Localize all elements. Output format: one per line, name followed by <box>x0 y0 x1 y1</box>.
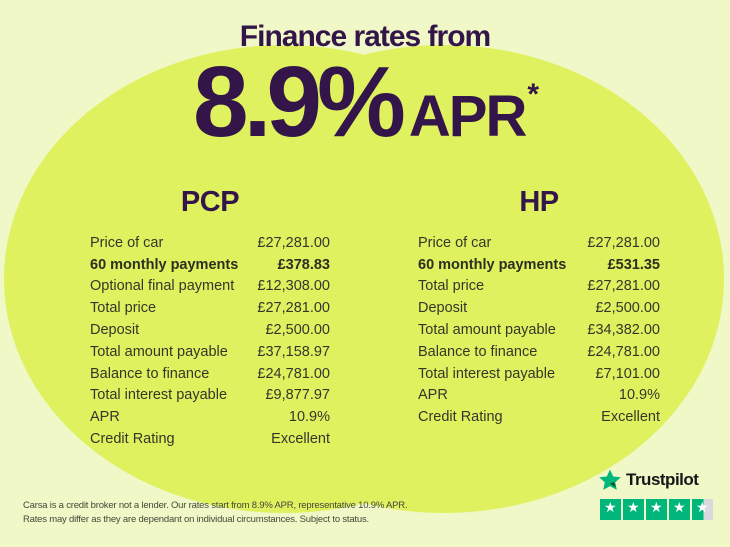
headline-rate <box>0 46 730 158</box>
table-row <box>90 428 330 450</box>
row-value: 10.9% <box>618 387 660 404</box>
star-glyph: ★ <box>649 500 663 517</box>
rate-suffix: APR <box>408 84 526 149</box>
row-label: 60 monthly payments <box>90 256 239 273</box>
table-row <box>90 254 330 276</box>
row-label: Credit Rating <box>90 431 175 448</box>
table-row <box>90 276 330 298</box>
row-value: £24,781.00 <box>257 365 330 382</box>
table-row <box>418 363 660 385</box>
row-label: Total amount payable <box>418 322 556 339</box>
table-row <box>90 363 330 385</box>
row-value: £9,877.97 <box>265 387 330 404</box>
row-label: Total price <box>90 300 157 317</box>
table-row <box>418 232 660 254</box>
row-label: Balance to finance <box>90 365 210 382</box>
table-row <box>90 232 330 254</box>
trustpilot-wordmark: Trustpilot <box>626 470 699 489</box>
row-label: Price of car <box>418 234 492 251</box>
row-value: £2,500.00 <box>595 300 660 317</box>
hp-table <box>418 186 660 428</box>
rating-star-full <box>623 499 644 520</box>
table-row <box>418 406 660 428</box>
table-row <box>418 319 660 341</box>
star-glyph: ★ <box>626 500 640 517</box>
pcp-table <box>90 186 330 450</box>
rating-star-full <box>669 499 690 520</box>
disclaimer-line-2: Rates may differ as they are dependant on individual circumstances. Subject to status. <box>23 513 369 525</box>
table-row <box>90 385 330 407</box>
pcp-table-rows <box>90 232 330 450</box>
row-value: £7,101.00 <box>595 365 660 382</box>
star-glyph: ★ <box>603 500 617 517</box>
star-glyph: ★ <box>672 500 686 517</box>
row-value: £531.35 <box>607 256 660 273</box>
table-row <box>90 319 330 341</box>
banner-title: Finance rates from <box>239 20 491 53</box>
row-label: Balance to finance <box>418 343 538 360</box>
row-value: £27,281.00 <box>587 234 660 251</box>
table-row <box>90 341 330 363</box>
row-value: £378.83 <box>277 256 330 273</box>
row-value: £27,281.00 <box>257 300 330 317</box>
row-label: APR <box>90 409 120 426</box>
row-label: Optional final payment <box>90 278 235 295</box>
row-label: Credit Rating <box>418 409 503 426</box>
row-value: £34,382.00 <box>587 322 660 339</box>
hp-table-rows <box>418 232 660 428</box>
legal-disclaimer <box>23 499 423 526</box>
trustpilot-star-icon <box>598 468 622 492</box>
row-value: £27,281.00 <box>257 234 330 251</box>
row-value: Excellent <box>271 431 330 448</box>
row-value: £12,308.00 <box>257 278 330 295</box>
row-value: £27,281.00 <box>587 278 660 295</box>
table-row <box>418 254 660 276</box>
row-value: £37,158.97 <box>257 343 330 360</box>
trustpilot-logo-row <box>598 468 716 492</box>
table-row <box>418 341 660 363</box>
row-label: Total price <box>418 278 485 295</box>
row-label: Deposit <box>418 300 468 317</box>
star-glyph: ★ <box>695 500 709 517</box>
disclaimer-line-1: Carsa is a credit broker not a lender. Our rates start from 8.9% APR, representative 10.9% APR. <box>23 500 408 511</box>
rating-star-full <box>646 499 667 520</box>
row-value: Excellent <box>601 409 660 426</box>
row-label: Total interest payable <box>90 387 228 404</box>
row-label: APR <box>418 387 448 404</box>
table-row <box>90 406 330 428</box>
table-row <box>418 297 660 319</box>
row-label: 60 monthly payments <box>418 256 567 273</box>
table-row <box>418 385 660 407</box>
row-label: Price of car <box>90 234 164 251</box>
trustpilot-stars <box>600 499 716 520</box>
row-label: Deposit <box>90 322 140 339</box>
row-label: Total interest payable <box>418 365 556 382</box>
trustpilot-badge <box>598 468 716 520</box>
row-value: £24,781.00 <box>587 343 660 360</box>
rating-star-half <box>692 499 713 520</box>
hp-table-title: HP <box>519 186 559 218</box>
row-value: 10.9% <box>288 409 330 426</box>
row-label: Total amount payable <box>90 343 228 360</box>
row-value: £2,500.00 <box>265 322 330 339</box>
rate-value: 8.9% <box>192 46 401 158</box>
table-row <box>418 276 660 298</box>
pcp-table-title: PCP <box>180 186 240 218</box>
rating-star-full <box>600 499 621 520</box>
table-row <box>90 297 330 319</box>
rate-asterisk: * <box>527 78 540 111</box>
